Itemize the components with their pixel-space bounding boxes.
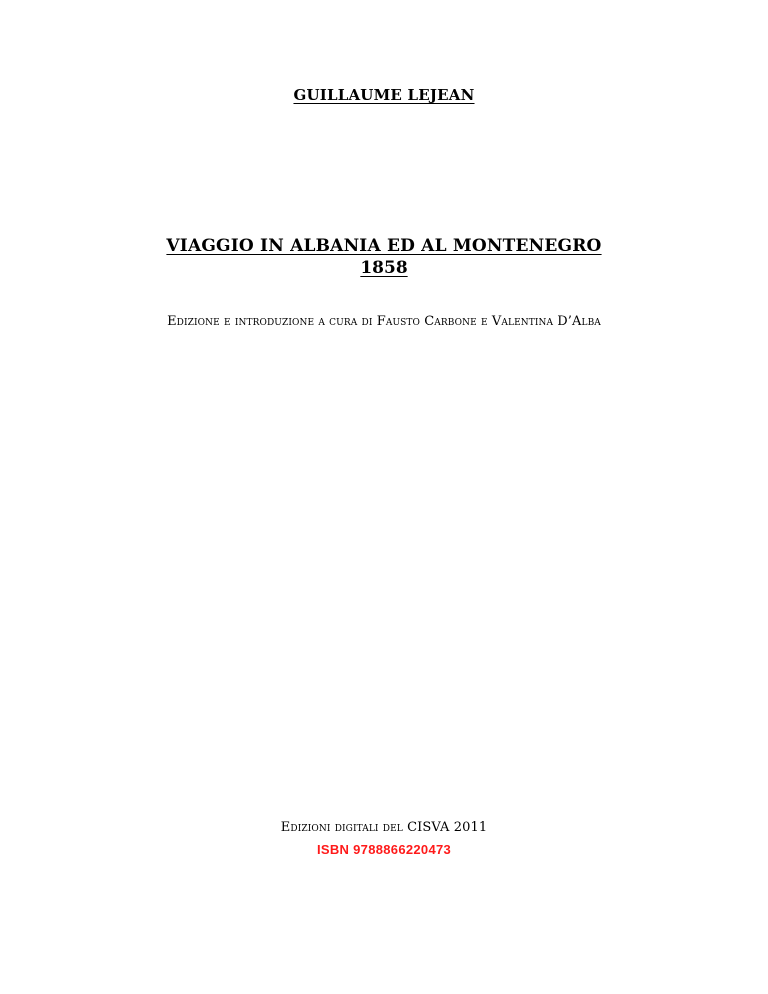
author-name: GUILLAUME LEJEAN <box>293 86 475 104</box>
publisher-line: Edizioni digitali del CISVA 2011 <box>280 820 488 835</box>
book-year: 1858 <box>360 258 408 278</box>
isbn-number: ISBN 9788866220473 <box>316 842 452 857</box>
book-title: VIAGGIO IN ALBANIA ED AL MONTENEGRO <box>166 236 602 256</box>
editors-credit: Edizione e introduzione a cura di Fausto Carbone e Valentina D’Alba <box>167 314 601 329</box>
